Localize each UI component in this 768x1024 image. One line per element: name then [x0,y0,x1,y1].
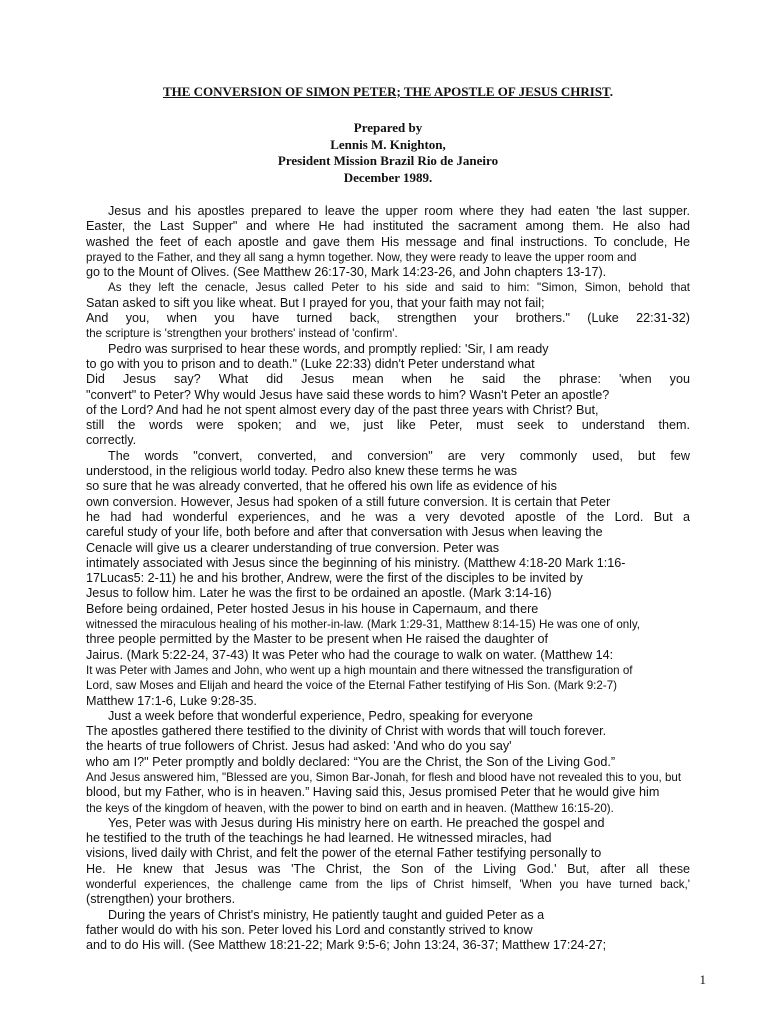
byline [86,120,690,186]
text-line: Cenacle will give us a clearer understanding of true conversion. Peter was [86,540,500,555]
document-page [86,84,690,954]
text-line: correctly. [86,433,137,448]
text-line: careful study of your life, both before and after that conversation with Jesus when leaving the [86,525,603,540]
text-line: The words "convert, converted, and conversion" are very commonly used, but few [108,448,690,463]
text-line: Just a week before that wonderful experience, Pedro, speaking for everyone [108,708,533,723]
text-line: and to do His will. (See Matthew 18:21-22; Mark 9:5-6; John 13:24, 36-37; Matthew 17:24-27; [86,938,607,953]
text-line: Before being ordained, Peter hosted Jesus in his house in Capernaum, and there [86,601,539,616]
text-line: understood, in the religious world today. Pedro also knew these terms he was [86,464,517,479]
text-line: Easter, the Last Supper" and where He had instituted the sacrament among them. He also had [86,219,690,234]
byline-position: President Mission Brazil Rio de Janeiro [277,153,499,168]
text-line: he had had wonderful experiences, and he was a very devoted apostle of the Lord. But a [86,509,690,524]
text-line: the scripture is 'strengthen your brothers' instead of 'confirm'. [86,327,398,341]
body-text [86,204,690,954]
text-line: blood, but my Father, who is in heaven.” Having said this, Jesus promised Peter that he would give him [86,785,660,800]
text-line: the keys of the kingdom of heaven, with the power to bind on earth and in heaven. (Matthew 16:15-20). [86,801,614,815]
text-line: witnessed the miraculous healing of his mother-in-law. (Mark 1:29-31, Matthew 8:14-15) He was one of only, [86,618,640,632]
text-line: visions, lived daily with Christ, and felt the power of the eternal Father testifying personally to [86,846,602,861]
text-line: (strengthen) your brothers. [86,892,236,907]
text-line: It was Peter with James and John, who went up a high mountain and there witnessed the transfiguration of [86,663,633,677]
text-line: Satan asked to sift you like wheat. But I prayed for you, that your faith may not fail; [86,295,545,310]
document-title-period: . [609,84,614,99]
text-line: Yes, Peter was with Jesus during His ministry here on earth. He preached the gospel and [108,815,605,830]
text-line: intimately associated with Jesus since the beginning of his ministry. (Matthew 4:18-20 Mark 1:16- [86,555,626,570]
text-line: Did Jesus say? What did Jesus mean when he said the phrase: 'when you [86,372,690,387]
text-line: father would do with his son. Peter loved his Lord and constantly strived to know [86,922,533,937]
text-line: He. He knew that Jesus was 'The Christ, the Son of the Living God.' But, after all these [86,861,690,876]
text-line: three people permitted by the Master to be present when He raised the daughter of [86,632,549,647]
text-line: Lord, saw Moses and Elijah and heard the voice of the Eternal Father testifying of His Son. (Mark 9:2-7) [86,679,618,693]
page-number: 1 [699,972,706,987]
text-line: of the Lord? And had he not spent almost every day of the past three years with Christ? But, [86,402,599,417]
text-line: prayed to the Father, and they all sang a hymn together. Now, they were ready to leave the upper room and [86,250,637,264]
byline-author: Lennis M. Knighton, [330,136,446,152]
text-line: to go with you to prison and to death." (Luke 22:33) didn't Peter understand what [86,356,535,371]
text-line: own conversion. However, Jesus had spoken of a still future conversion. It is certain that Peter [86,494,611,509]
text-line: go to the Mount of Olives. (See Matthew 26:17-30, Mark 14:23-26, and John chapters 13-17). [86,265,607,280]
text-line: so sure that he was already converted, that he offered his own life as evidence of his [86,479,557,494]
text-line: And Jesus answered him, "Blessed are you, Simon Bar-Jonah, for flesh and blood have not revealed this to you, but [86,770,682,784]
text-line: the hearts of true followers of Christ. Jesus had asked: 'And who do you say' [86,739,512,754]
text-line: During the years of Christ's ministry, He patiently taught and guided Peter as a [108,907,545,922]
text-line: Jesus to follow him. Later he was the first to be ordained an apostle. (Mark 3:14-16) [86,586,552,601]
byline-prepared: Prepared by [353,120,423,135]
text-line: Pedro was surprised to hear these words, and promptly replied: 'Sir, I am ready [108,341,549,356]
text-line: 17Lucas5: 2-11) he and his brother, Andrew, were the first of the disciples to be invited by [86,571,583,586]
document-title-text: THE CONVERSION OF SIMON PETER; THE APOSTLE OF JESUS CHRIST [162,84,610,99]
text-line: wonderful experiences, the challenge came from the lips of Christ himself, 'When you have turned back,' [86,878,690,892]
text-line: "convert" to Peter? Why would Jesus have said these words to him? Wasn't Peter an apostle? [86,387,610,402]
text-line: he testified to the truth of the teachings he had learned. He witnessed miracles, had [86,831,552,846]
text-line: Matthew 17:1-6, Luke 9:28-35. [86,693,257,708]
text-line: As they left the cenacle, Jesus called Peter to his side and said to him: "Simon, Simon, behold that [108,281,690,295]
text-line: still the words were spoken; and we, just like Peter, must seek to understand them. [86,418,690,433]
text-line: Jairus. (Mark 5:22-24, 37-43) It was Peter who had the courage to walk on water. (Matthew 14: [86,647,614,662]
text-line: who am I?" Peter promptly and boldly declared: “You are the Christ, the Son of the Living God.” [86,754,616,769]
document-title [86,84,690,100]
text-line: Jesus and his apostles prepared to leave the upper room where they had eaten 'the last supper. [108,204,690,218]
text-line: And you, when you have turned back, strengthen your brothers." (Luke 22:31-32) [86,311,690,326]
text-line: The apostles gathered there testified to the divinity of Christ with words that will touch forever. [86,724,607,739]
text-line: washed the feet of each apostle and gave them His message and final instructions. To conclude, He [86,234,690,249]
byline-date: December 1989. [343,169,433,185]
